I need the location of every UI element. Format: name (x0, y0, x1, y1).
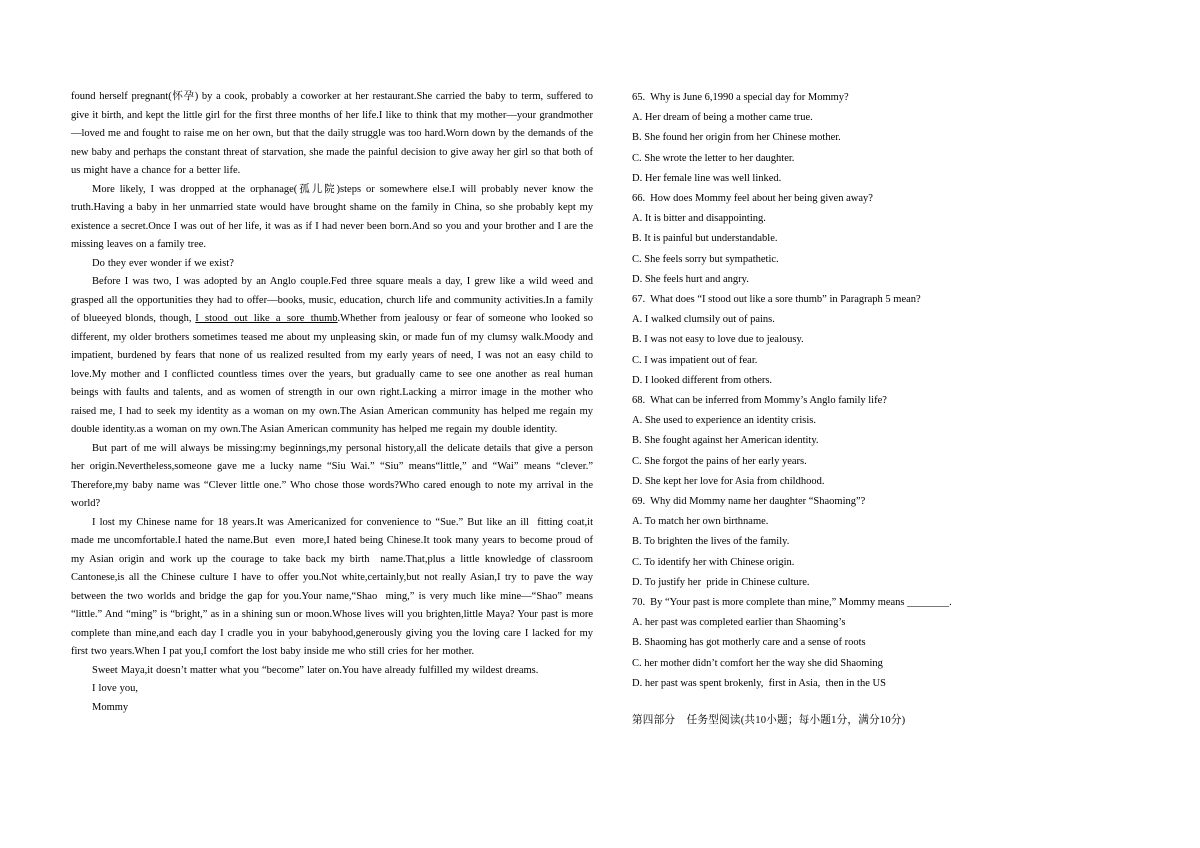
question-option: B. She found her origin from her Chinese mother. (632, 132, 841, 144)
question-text: Why did Mommy name her daughter “Shaoming”? (650, 496, 866, 508)
question-option: C. She feels sorry but sympathetic. (632, 253, 779, 265)
question-option: C. her mother didn’t comfort her the way she did Shaoming (632, 657, 883, 669)
question-number: 68. (632, 395, 646, 407)
question-number: 67. (632, 294, 646, 306)
question-number: 66. (632, 193, 646, 205)
question-option: D. She feels hurt and angry. (632, 273, 749, 285)
reading-passage-column (71, 88, 593, 717)
passage-paragraph-1: found herself pregnant(怀孕) by a cook, probably a coworker at her restaurant.She carried the baby to term, suffered to give it birth, and kept the little girl for the first three months of her life.I like to think that my mother—your grandmother—loved me and fought to raise me on her own, but that the daily struggle was too hard.Worn down by the demands of the new baby and perhaps the constant threat of starvation, she made the painful decision to give away her girl so that both of us might have a chance for a better life. (71, 91, 593, 176)
passage-paragraph-6: I lost my Chinese name for 18 years.It was Americanized for convenience to “Sue.” But like an ill fitting coat,it made me uncomfortable.I hated the name.But even more,I hated being Chinese.It took many years to become proud of my Asian origin and work up the courage to take back my birth name.That,plus a little knowledge of classroom Cantonese,is all the Chinese culture I have to offer you.Not white,certainly,but not really Asian,I try to pave the way between the two worlds and bridge the gap for you.Your name,“Shao ming,” is very much like mine—“Shao” means “little.” And “ming” is “bright,” as in a shining sun or moon.Whose lives will you brighten,little Maya? Your past is more complete than mine,and each day I cradle you in your babyhood,generously giving you the loving care I lacked for my first two years.When I pat you,I comfort the lost baby inside me who still cries for her mother. (71, 516, 593, 657)
question-option: D. Her female line was well linked. (632, 172, 782, 184)
section-header-part-four: 第四部分 任务型阅读(共10小题；每小题1分，满分10分) (632, 715, 906, 727)
question-68 (632, 391, 1130, 492)
question-option: C. She forgot the pains of her early years. (632, 455, 807, 467)
question-number: 69. (632, 496, 646, 508)
question-65 (632, 88, 1130, 189)
underlined-phrase: I stood out like a sore thumb (195, 313, 338, 324)
question-option: C. To identify her with Chinese origin. (632, 556, 795, 568)
question-option: B. To brighten the lives of the family. (632, 536, 790, 548)
letter-signature: Mommy (92, 701, 129, 713)
question-option: A. To match her own birthname. (632, 516, 769, 528)
question-option: A. She used to experience an identity crisis. (632, 415, 816, 427)
passage-paragraph-2: More likely, I was dropped at the orphanage(孤儿院)steps or somewhere else.I will probably never know the truth.Having a baby in her unmarried state would have brought shame on the family in China, so she probably kept my existence a secret.Once I was out of her life, it was as if I had never been born.And so you and your brother and I are the missing leaves on a family tree. (71, 183, 593, 250)
question-stem (632, 492, 1130, 512)
question-option: C. I was impatient out of fear. (632, 354, 758, 366)
question-option: A. It is bitter and disappointing. (632, 213, 766, 225)
question-stem (632, 290, 1130, 310)
question-option: D. her past was spent brokenly, first in Asia, then in the US (632, 677, 886, 689)
question-stem (632, 593, 1130, 613)
passage-text-after-underline: .Whether from jealousy or fear of someone who looked so different, my older brothers sometimes teased me about my unpleasing skin, or made fun of my clumsy walk.Moody and impatient, burdened by fears that none of us realized resulted from my early years of need, I was not an easy child to love.My mother and I conflicted countless times over the years, but gradually came to see one another as real human beings with faults and talents, and as women of strength in our own right.Lacking a mirror image in the mother who raised me, I had to seek my identity as a woman on my own.The Asian American community has helped me regain my double identity.as a woman on my own.The Asian American community has helped me regain my double identity. (71, 313, 593, 435)
question-option: A. Her dream of being a mother came true. (632, 112, 813, 124)
question-option: D. I looked different from others. (632, 374, 773, 386)
question-text: What can be inferred from Mommy’s Anglo family life? (650, 395, 887, 407)
question-option: C. She wrote the letter to her daughter. (632, 152, 795, 164)
question-option: B. I was not easy to love due to jealousy. (632, 334, 804, 346)
questions-column (632, 88, 1130, 731)
question-number: 65. (632, 92, 646, 103)
question-text: By “Your past is more complete than mine,” Mommy means ________. (650, 597, 952, 609)
question-option: B. She fought against her American identity. (632, 435, 819, 447)
passage-paragraph-7: Sweet Maya,it doesn’t matter what you “become” later on.You have already fulfilled my wildest dreams. (92, 664, 539, 676)
question-option: B. It is painful but understandable. (632, 233, 778, 245)
question-text: What does “I stood out like a sore thumb” in Paragraph 5 mean? (650, 294, 921, 306)
question-text: How does Mommy feel about her being given away? (650, 193, 873, 205)
question-69 (632, 492, 1130, 593)
question-option: B. Shaoming has got motherly care and a sense of roots (632, 637, 866, 649)
question-text: Why is June 6,1990 a special day for Mommy? (650, 92, 849, 103)
question-number: 70. (632, 597, 646, 609)
letter-closing-line: I love you, (92, 683, 139, 694)
passage-paragraph-5: But part of me will always be missing:my beginnings,my personal history,all the delicate details that give a person her origin.Nevertheless,someone gave me a lucky name “Siu Wai.” “Siu” means“little,” and “Wai” means “clever.” Therefore,my baby name was “Clever little one.” Who chose those words?Who cared enough to note my arrival in the world? (71, 442, 593, 509)
question-70 (632, 593, 1130, 694)
question-stem (632, 189, 1130, 209)
passage-paragraph-3: Do they ever wonder if we exist? (92, 257, 234, 269)
passage-paragraph-4 (71, 273, 593, 440)
question-option: A. her past was completed earlier than Shaoming’s (632, 617, 846, 629)
question-67 (632, 290, 1130, 391)
passage-text-before-underline: Before I was two, I was adopted by an Anglo couple.Fed three square meals a day, I grew like a wild weed and grasped all the opportunities they had to offer—books, music, education, church life and community activities.In a family of blueeyed blonds, though, (71, 276, 593, 324)
question-stem (632, 88, 1130, 108)
question-option: D. She kept her love for Asia from childhood. (632, 475, 825, 487)
question-stem (632, 391, 1130, 411)
question-option: A. I walked clumsily out of pains. (632, 314, 775, 326)
question-66 (632, 189, 1130, 290)
question-option: D. To justify her pride in Chinese culture. (632, 576, 810, 588)
